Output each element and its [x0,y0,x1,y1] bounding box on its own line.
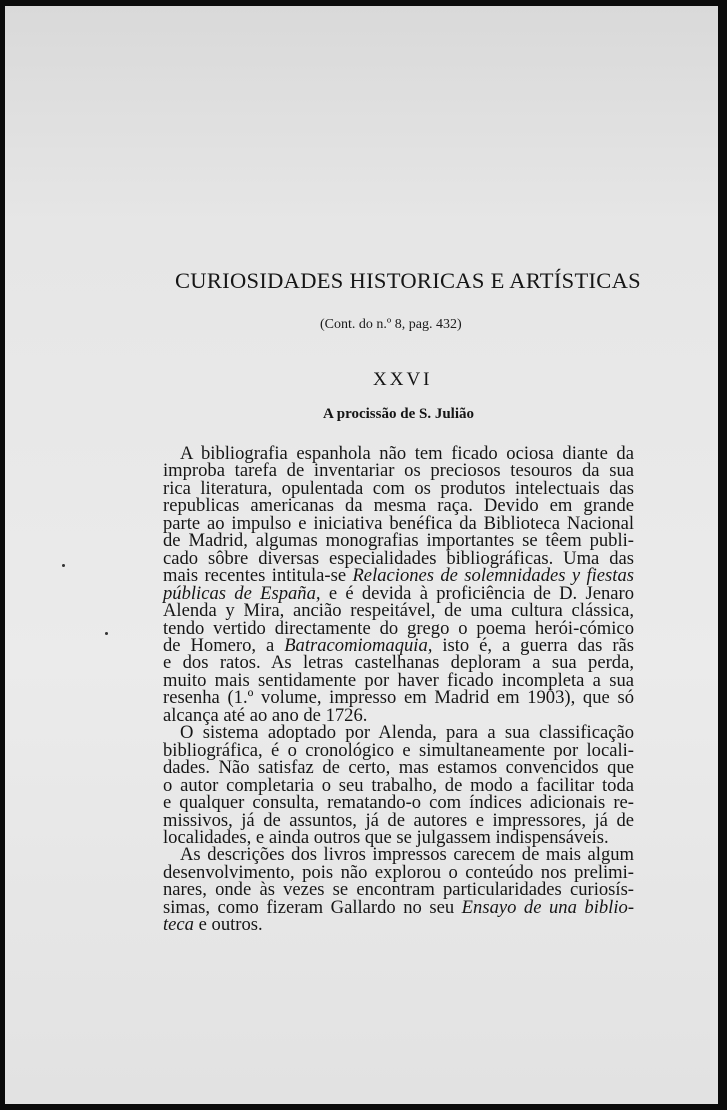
margin-speck [62,564,65,567]
italic-title: Ensayo de una biblio- [461,896,635,918]
margin-speck [105,632,108,635]
text-line: alcança até ao ano de 1726. [163,704,368,726]
text-line: As descrições dos livros impressos carecem de mais algum [180,844,634,866]
italic-title: teca [163,914,194,936]
text-fragment: e é devida à proficiência de D. Jenaro [320,582,634,604]
text-line: e qualquer consulta, rematando-o com índices adicionais re- [163,792,634,814]
text-line: republicas americanas da mesma raça. Devido em grande [163,495,634,517]
continuation-note: (Cont. do n.º 8, pag. 432) [320,317,462,332]
text-line: bibliográfica, é o cronológico e simultaneamente por locali- [163,739,634,761]
text-fragment: simas, como fizeram Gallardo no seu [163,896,462,918]
show-through-text [145,141,615,246]
text-line: localidades, e ainda outros que se julgassem indispensáveis. [163,826,609,848]
article-body [163,445,634,934]
text-fragment: mais recentes intitula-se [163,565,353,587]
text-fragment: de Homero, a [163,634,285,656]
text-line: o autor completaria o seu trabalho, de modo a facilitar toda [163,774,634,796]
text-line: missivos, já de assuntos, já de autores e impressores, já de [163,809,634,831]
text-line: de Madrid, algumas monografias importantes se têem publi- [163,530,634,552]
text-line: tendo vertido directamente do grego o poema herói-cómico [163,617,634,639]
text-line: rica literatura, opulentada com os produtos intelectuais das [163,477,634,499]
italic-title: públicas de España, [163,582,321,604]
article-title: CURIOSIDADES HISTORICAS E ARTÍSTICAS [175,268,641,293]
text-line: dades. Não satisfaz de certo, mas estamos convencidos que [163,757,634,779]
text-fragment: isto é, a guerra das rãs [432,634,634,656]
italic-title: Batracomiomaquia, [284,634,433,656]
text-line: cado sôbre diversas especialidades bibliográficas. Uma das [163,547,634,569]
italic-title: Relaciones de solemnidades y fiestas [352,565,634,587]
text-line: muito mais sentidamente por haver ficado incompleta a sua [163,669,634,691]
text-line: desenvolvimento, pois não explorou o conteúdo nos prelimi- [163,861,634,883]
text-line: improba tarefa de inventariar os preciosos tesouros da sua [163,460,634,482]
text-line: O sistema adoptado por Alenda, para a sua classificação [180,722,634,744]
section-numeral: XXVI [373,369,433,390]
text-line: e dos ratos. As letras castelhanas deploram a sua perda, [163,652,634,674]
text-line: nares, onde às vezes se encontram particularidades curiosís- [163,879,634,901]
text-line: Alenda y Mira, ancião respeitável, de uma cultura clássica, [163,600,634,622]
text-line: resenha (1.º volume, impresso em Madrid em 1903), que só [163,687,634,709]
text-line: parte ao impulso e iniciativa benéfica da Biblioteca Nacional [163,512,634,534]
document-page [5,6,718,1104]
text-line: A bibliografia espanhola não tem ficado ociosa diante da [180,443,634,464]
text-fragment: e outros. [193,914,263,936]
section-subtitle: A procissão de S. Julião [323,406,475,422]
text-line [163,914,634,936]
